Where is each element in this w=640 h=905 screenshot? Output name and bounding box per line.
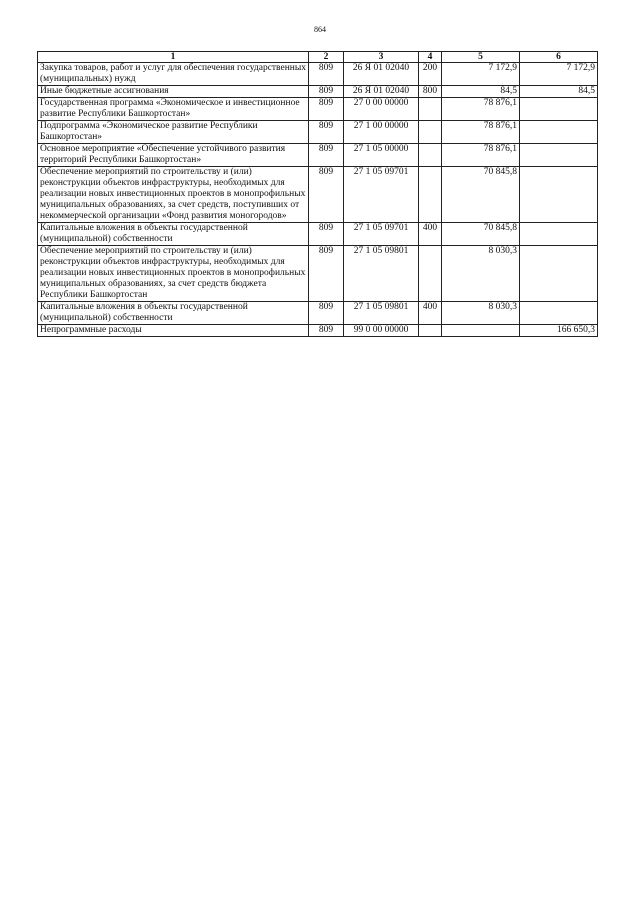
row-name: Капитальные вложения в объекты государственной (муниципальной) собственности (38, 302, 309, 325)
row-sum-6 (520, 167, 598, 223)
table-row (38, 167, 598, 223)
row-csr: 27 1 05 09801 (344, 302, 419, 325)
row-sum-5: 70 845,8 (442, 167, 520, 223)
table-row (38, 144, 598, 167)
row-name: Основное мероприятие «Обеспечение устойчивого развития территорий Республики Башкортостан» (38, 144, 309, 167)
column-header-6: 6 (520, 52, 598, 63)
row-sum-6: 84,5 (520, 86, 598, 98)
row-sum-5 (442, 325, 520, 337)
row-gr: 809 (309, 167, 344, 223)
row-sum-5: 84,5 (442, 86, 520, 98)
row-vr: 400 (419, 223, 442, 246)
page-number: 864 (314, 25, 326, 34)
row-gr: 809 (309, 121, 344, 144)
row-sum-5: 8 030,3 (442, 246, 520, 302)
row-gr: 809 (309, 302, 344, 325)
table-row (38, 63, 598, 86)
row-csr: 27 1 05 00000 (344, 144, 419, 167)
column-header-4: 4 (419, 52, 442, 63)
table-row (38, 121, 598, 144)
row-gr: 809 (309, 325, 344, 337)
row-name: Иные бюджетные ассигнования (38, 86, 309, 98)
column-header-2: 2 (309, 52, 344, 63)
row-gr: 809 (309, 144, 344, 167)
row-csr: 26 Я 01 02040 (344, 63, 419, 86)
row-name: Капитальные вложения в объекты государственной (муниципальной) собственности (38, 223, 309, 246)
table-row (38, 325, 598, 337)
row-sum-6 (520, 144, 598, 167)
row-vr (419, 144, 442, 167)
row-vr: 400 (419, 302, 442, 325)
row-name: Непрограммные расходы (38, 325, 309, 337)
row-sum-6 (520, 121, 598, 144)
row-vr (419, 325, 442, 337)
row-gr: 809 (309, 223, 344, 246)
row-csr: 26 Я 01 02040 (344, 86, 419, 98)
row-name: Подпрограмма «Экономическое развитие Республики Башкортостан» (38, 121, 309, 144)
row-sum-6 (520, 223, 598, 246)
row-gr: 809 (309, 246, 344, 302)
row-sum-5: 78 876,1 (442, 121, 520, 144)
row-sum-5: 70 845,8 (442, 223, 520, 246)
table-header-row (38, 52, 598, 63)
budget-table (37, 51, 598, 337)
row-name: Обеспечение мероприятий по строительству и (или) реконструкции объектов инфраструктуры, необходимых для реализации новых инвестиционных проектов в монопрофильных муниципальных образованиях, за счет средств, поступивших от некоммерческой организации «Фонд развития моногородов» (38, 167, 309, 223)
row-csr: 27 1 05 09701 (344, 167, 419, 223)
row-gr: 809 (309, 63, 344, 86)
column-header-1: 1 (38, 52, 309, 63)
row-csr: 27 1 00 00000 (344, 121, 419, 144)
row-csr: 27 1 05 09801 (344, 246, 419, 302)
table-row (38, 86, 598, 98)
row-vr (419, 98, 442, 121)
row-sum-6 (520, 98, 598, 121)
row-name: Обеспечение мероприятий по строительству и (или) реконструкции объектов инфраструктуры, необходимых для реализации новых инвестиционных проектов в монопрофильных муниципальных образованиях, за счет средств бюджета Республики Башкортостан (38, 246, 309, 302)
table-row (38, 98, 598, 121)
row-vr (419, 167, 442, 223)
column-header-5: 5 (442, 52, 520, 63)
row-csr: 27 1 05 09701 (344, 223, 419, 246)
row-name: Государственная программа «Экономическое и инвестиционное развитие Республики Башкортостан» (38, 98, 309, 121)
row-vr: 200 (419, 63, 442, 86)
row-vr: 800 (419, 86, 442, 98)
row-gr: 809 (309, 86, 344, 98)
row-sum-6 (520, 302, 598, 325)
row-sum-5: 8 030,3 (442, 302, 520, 325)
row-csr: 99 0 00 00000 (344, 325, 419, 337)
row-csr: 27 0 00 00000 (344, 98, 419, 121)
row-sum-5: 7 172,9 (442, 63, 520, 86)
table-row (38, 302, 598, 325)
row-sum-6: 7 172,9 (520, 63, 598, 86)
row-gr: 809 (309, 98, 344, 121)
column-header-3: 3 (344, 52, 419, 63)
row-sum-6: 166 650,3 (520, 325, 598, 337)
row-name: Закупка товаров, работ и услуг для обеспечения государственных (муниципальных) нужд (38, 63, 309, 86)
table-row (38, 223, 598, 246)
row-vr (419, 246, 442, 302)
row-vr (419, 121, 442, 144)
row-sum-6 (520, 246, 598, 302)
row-sum-5: 78 876,1 (442, 144, 520, 167)
row-sum-5: 78 876,1 (442, 98, 520, 121)
table-row (38, 246, 598, 302)
